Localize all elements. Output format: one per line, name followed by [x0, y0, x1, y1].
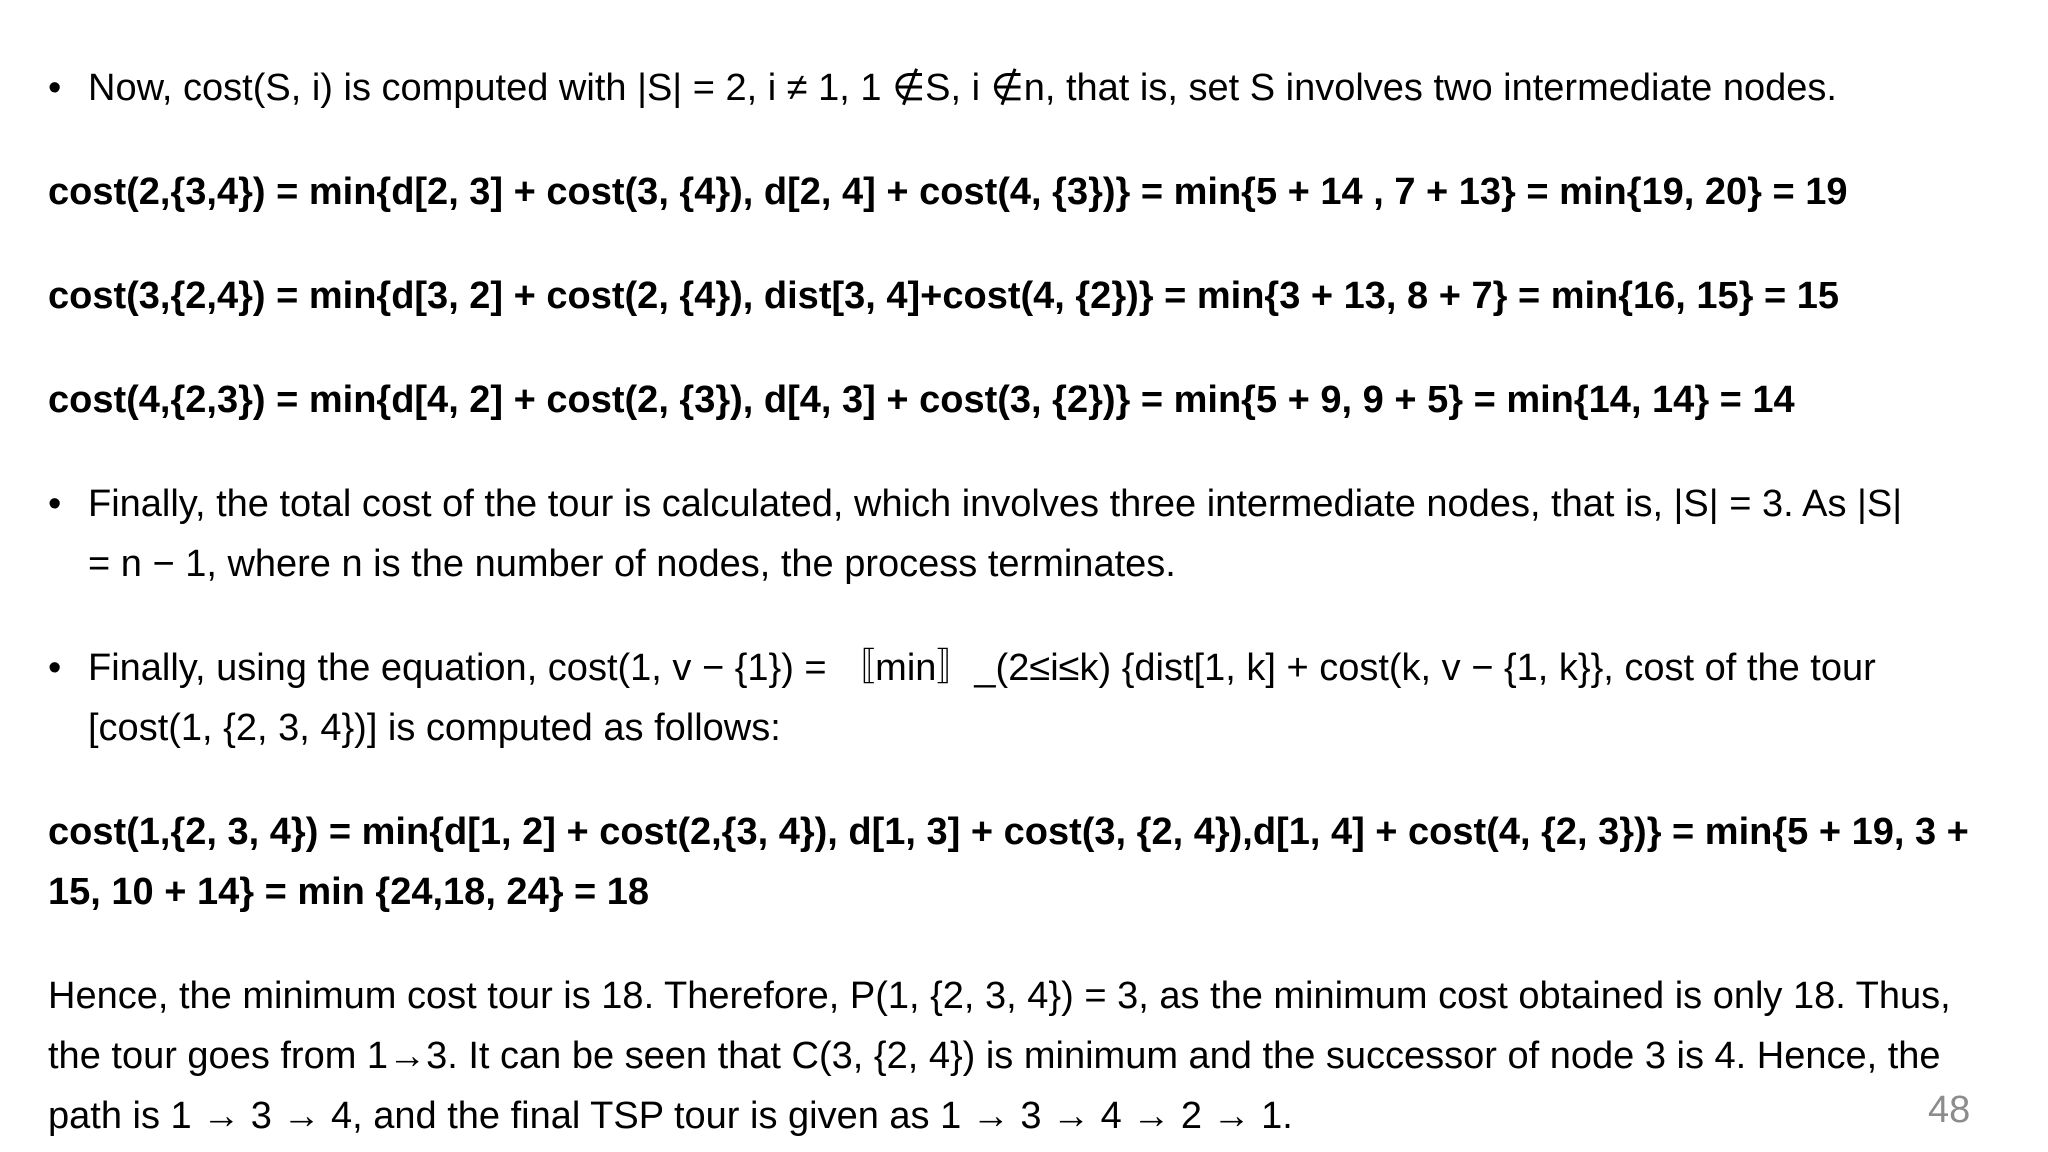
- conclusion-line-1: Hence, the minimum cost tour is 18. Therefore, P(1, {2, 3, 4}) = 3, as the minimum cost obtained is only 18. Thus,: [48, 975, 1951, 1017]
- bullet-dot: •: [48, 483, 62, 525]
- bullet-item-2-continuation: = n − 1, where n is the number of nodes, the process terminates.: [88, 543, 1176, 585]
- page-number: 48: [1928, 1089, 1971, 1131]
- conclusion-line-2: the tour goes from 1→3. It can be seen that C(3, {2, 4}) is minimum and the successor of node 3 is 4. Hence, the: [48, 1035, 1941, 1077]
- bullet-text: Finally, the total cost of the tour is calculated, which involves three intermediate nodes, that is, |S| = 3. As |S|: [88, 483, 1903, 525]
- bullet-text: Finally, using the equation, cost(1, v − {1}) = 〚min〛_(2≤i≤k) {dist[1, k] + cost(k, v − {1, k}}, cost of the tour: [88, 647, 1876, 689]
- equation-cost-2: cost(2,{3,4}) = min{d[2, 3] + cost(3, {4}), d[2, 4] + cost(4, {3})} = min{5 + 14 , 7 + 13} = min{19, 20} = 19: [48, 171, 1848, 213]
- bullet-dot: •: [48, 647, 62, 689]
- equation-cost-4: cost(4,{2,3}) = min{d[4, 2] + cost(2, {3}), d[4, 3] + cost(3, {2})} = min{5 + 9, 9 + 5} = min{14, 14} = 14: [48, 379, 1795, 421]
- conclusion-line-3: path is 1 → 3 → 4, and the final TSP tour is given as 1 → 3 → 4 → 2 → 1.: [48, 1095, 1293, 1137]
- equation-cost-1-line-1: cost(1,{2, 3, 4}) = min{d[1, 2] + cost(2,{3, 4}), d[1, 3] + cost(3, {2, 4}),d[1, 4] + cost(4, {2, 3})} = min{5 + 19, 3 +: [48, 811, 1969, 853]
- equation-cost-3: cost(3,{2,4}) = min{d[3, 2] + cost(2, {4}), dist[3, 4]+cost(4, {2})} = min{3 + 13, 8 + 7} = min{16, 15} = 15: [48, 275, 1840, 317]
- bullet-item-3-continuation: [cost(1, {2, 3, 4})] is computed as follows:: [88, 707, 781, 749]
- bullet-text: Now, cost(S, i) is computed with |S| = 2, i ≠ 1, 1 ∉S, i ∉n, that is, set S involves two intermediate nodes.: [88, 67, 1837, 109]
- bullet-dot: •: [48, 67, 62, 109]
- equation-cost-1-line-2: 15, 10 + 14} = min {24,18, 24} = 18: [48, 871, 650, 913]
